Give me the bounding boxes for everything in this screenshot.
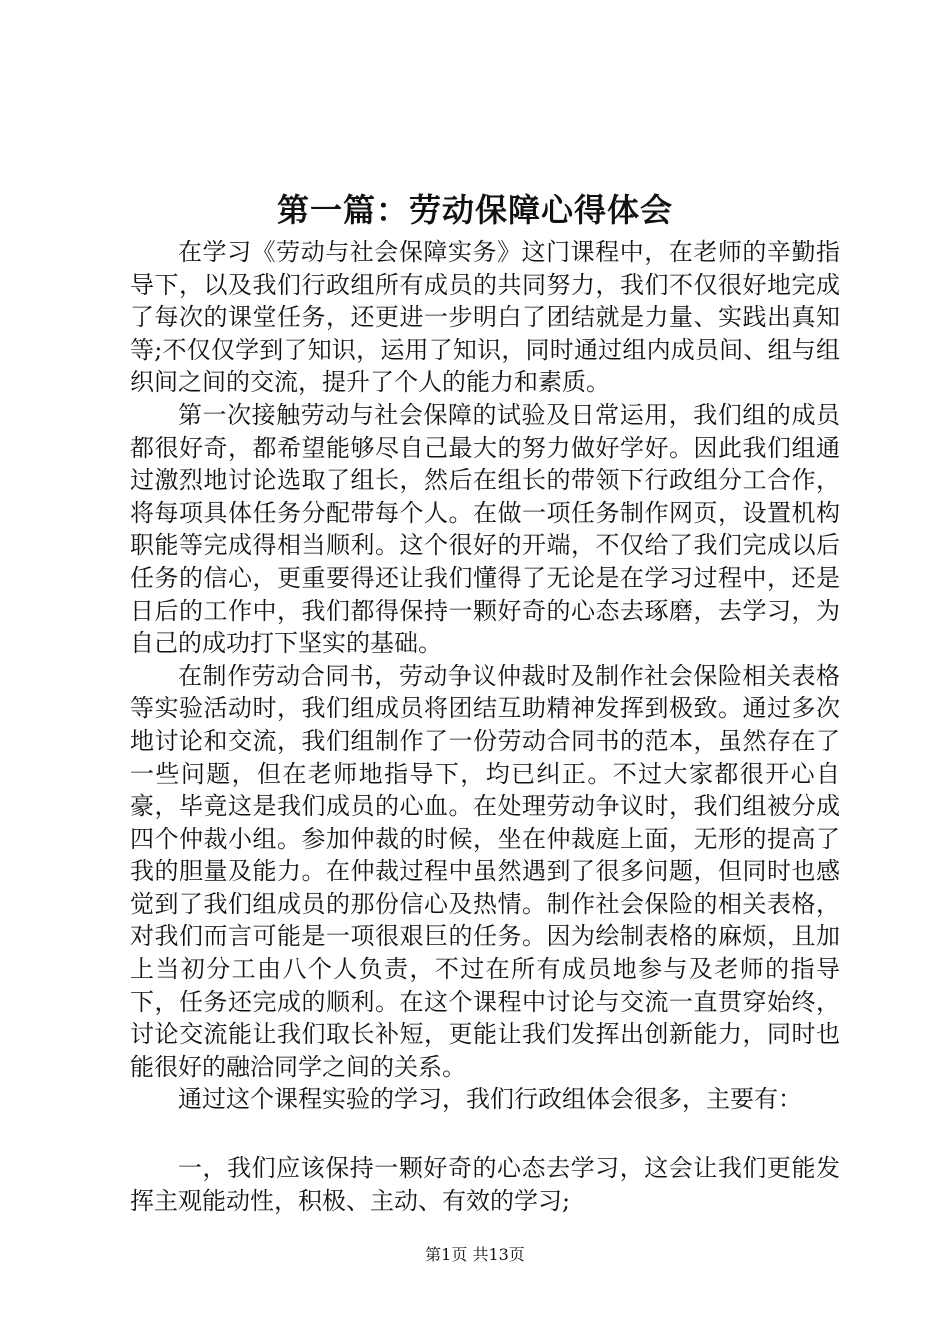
paragraph-spacer (130, 1116, 840, 1152)
paragraph-2: 第一次接触劳动与社会保障的试验及日常运用，我们组的成员都很好奇，都希望能够尽自己最大的努力做好学好。因此我们组通过激烈地讨论选取了组长，然后在组长的带领下行政组分工合作，将每项具体任务分配带每个人。在做一项任务制作网页，设置机构职能等完成得相当顺利。这个很好的开端，不仅给了我们完成以后任务的信心，更重要得还让我们懂得了无论是在学习过程中，还是日后的工作中，我们都得保持一颗好奇的心态去琢磨，去学习，为自己的成功打下坚实的基础。 (130, 400, 840, 658)
paragraph-1: 在学习《劳动与社会保障实务》这门课程中，在老师的辛勤指导下，以及我们行政组所有成员的共同努力，我们不仅很好地完成了每次的课堂任务，还更进一步明白了团结就是力量、实践出真知等;不仅仅学到了知识，运用了知识，同时通过组内成员间、组与组织间之间的交流，提升了个人的能力和素质。 (130, 238, 840, 397)
document-title: 第一篇：劳动保障心得体会 (276, 191, 673, 229)
paragraph-3: 在制作劳动合同书，劳动争议仲裁时及制作社会保险相关表格等实验活动时，我们组成员将团结互助精神发挥到极致。通过多次地讨论和交流，我们组制作了一份劳动合同书的范本，虽然存在了一些问题，但在老师地指导下，均已纠正。不过大家都很开心自豪，毕竟这是我们成员的心血。在处理劳动争议时，我们组被分成四个仲裁小组。参加仲裁的时候，坐在仲裁庭上面，无形的提高了我的胆量及能力。在仲裁过程中虽然遇到了很多问题，但同时也感觉到了我们组成员的那份信心及热情。制作社会保险的相关表格，对我们而言可能是一项很艰巨的任务。因为绘制表格的麻烦，且加上当初分工由八个人负责，不过在所有成员地参与及老师的指导下，任务还完成的顺利。在这个课程中讨论与交流一直贯穿始终，讨论交流能让我们取长补短，更能让我们发挥出创新能力，同时也能很好的融洽同学之间的关系。 (130, 661, 840, 1081)
page-footer: 第1页 共13页 (425, 1245, 525, 1264)
document-body (130, 236, 840, 1217)
paragraph-5: 一，我们应该保持一颗好奇的心态去学习，这会让我们更能发挥主观能动性，积极、主动、有效的学习; (130, 1154, 840, 1215)
paragraph-4: 通过这个课程实验的学习，我们行政组体会很多，主要有： (178, 1085, 802, 1114)
